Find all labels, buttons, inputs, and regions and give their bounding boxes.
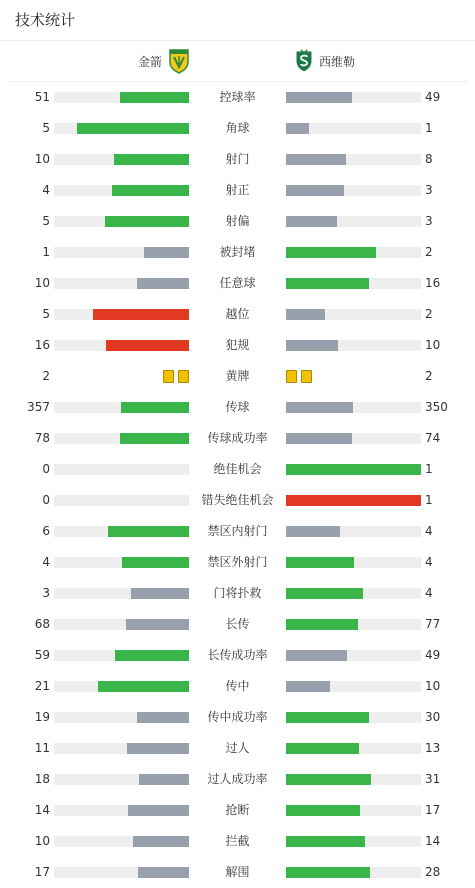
- yellow-card-icon: [163, 370, 174, 383]
- home-stat-bar: [54, 495, 189, 506]
- stat-label: 黄牌: [225, 369, 250, 383]
- away-stat-value: 1: [425, 462, 433, 476]
- home-stat-value: 19: [34, 710, 50, 724]
- away-stat-bar: [286, 495, 421, 506]
- stat-row: [0, 330, 475, 361]
- home-stat-bar-fill: [126, 619, 189, 630]
- stat-row: [0, 392, 475, 423]
- stat-label: 解围: [225, 865, 250, 879]
- stat-label: 过人成功率: [207, 772, 268, 786]
- stat-row: [0, 113, 475, 144]
- yellow-card-icon: [286, 370, 297, 383]
- away-stat-value: 1: [425, 493, 433, 507]
- stat-label: 射偏: [225, 214, 250, 228]
- home-stat-value: 1: [42, 245, 50, 259]
- home-stat-bar-fill: [106, 340, 189, 351]
- away-stat-bar-fill: [286, 836, 365, 847]
- home-stat-value: 5: [42, 307, 50, 321]
- home-stat-value: 6: [42, 524, 50, 538]
- away-stat-bar: [286, 588, 421, 599]
- title-divider: [0, 40, 475, 41]
- home-stat-bar-fill: [108, 526, 189, 537]
- home-stat-bar: [54, 185, 189, 196]
- away-stat-value: 10: [425, 679, 441, 693]
- home-stat-bar: [54, 433, 189, 444]
- home-stat-value: 4: [42, 183, 50, 197]
- home-team-name: 金箭: [138, 54, 163, 69]
- home-stat-value: 16: [34, 338, 50, 352]
- stat-row: [0, 237, 475, 268]
- stat-row: [0, 795, 475, 826]
- away-stat-bar-fill: [286, 123, 309, 134]
- stat-label: 长传: [225, 617, 250, 631]
- home-stat-value: 17: [34, 865, 50, 879]
- away-stat-bar: [286, 557, 421, 568]
- away-stat-bar: [286, 619, 421, 630]
- home-stat-value: 10: [34, 276, 50, 290]
- away-team[interactable]: [293, 46, 355, 76]
- away-stat-bar-fill: [286, 247, 376, 258]
- home-stat-bar-fill: [114, 154, 189, 165]
- home-stat-value: 0: [42, 493, 50, 507]
- away-stat-bar-fill: [286, 185, 344, 196]
- away-stat-value: 17: [425, 803, 441, 817]
- home-stat-bar-fill: [137, 278, 189, 289]
- stat-label: 禁区外射门: [207, 555, 268, 569]
- stat-row: [0, 485, 475, 516]
- away-stat-bar-fill: [286, 619, 358, 630]
- stat-label: 错失绝佳机会: [201, 493, 274, 507]
- stat-row: [0, 206, 475, 237]
- home-stat-value: 18: [34, 772, 50, 786]
- stat-row: [0, 82, 475, 113]
- stat-row: [0, 857, 475, 888]
- stat-label: 传中成功率: [207, 710, 268, 724]
- away-stat-value: 31: [425, 772, 441, 786]
- away-stat-bar-fill: [286, 712, 369, 723]
- away-stat-bar: [286, 247, 421, 258]
- away-team-name: 西维勒: [319, 54, 356, 69]
- away-stat-bar: [286, 650, 421, 661]
- away-stat-bar: [286, 216, 421, 227]
- away-stat-bar-fill: [286, 588, 363, 599]
- away-stat-value: 28: [425, 865, 441, 879]
- away-stat-value: 4: [425, 586, 433, 600]
- away-stat-value: 2: [425, 307, 433, 321]
- stat-label: 被封堵: [219, 245, 256, 259]
- home-stat-bar-fill: [139, 774, 189, 785]
- home-stat-bar: [54, 278, 189, 289]
- home-stat-value: 78: [34, 431, 50, 445]
- away-stat-value: 3: [425, 214, 433, 228]
- home-stat-bar-fill: [93, 309, 189, 320]
- home-stat-bar-fill: [98, 681, 189, 692]
- home-stat-value: 11: [34, 741, 50, 755]
- away-stat-bar-fill: [286, 92, 352, 103]
- stat-label: 长传成功率: [207, 648, 268, 662]
- home-stat-bar: [54, 805, 189, 816]
- away-stat-bar-fill: [286, 805, 360, 816]
- home-stat-value: 357: [27, 400, 50, 414]
- page-title: 技术统计: [15, 11, 76, 29]
- away-stat-bar-fill: [286, 216, 337, 227]
- golden-arrows-crest-icon: [168, 48, 190, 74]
- away-stat-bar-fill: [286, 340, 338, 351]
- home-stat-value: 21: [34, 679, 50, 693]
- stat-label: 传球成功率: [207, 431, 268, 445]
- stats-list: [0, 82, 475, 888]
- stat-label: 抢断: [225, 803, 250, 817]
- home-stat-bar: [54, 123, 189, 134]
- away-stat-bar: [286, 433, 421, 444]
- away-stat-bar-fill: [286, 650, 347, 661]
- away-stat-bar: [286, 309, 421, 320]
- stat-label: 绝佳机会: [213, 462, 262, 476]
- stat-row: [0, 609, 475, 640]
- away-stat-value: 2: [425, 369, 433, 383]
- stat-label: 越位: [225, 307, 250, 321]
- away-stat-bar: [286, 154, 421, 165]
- home-stat-value: 68: [34, 617, 50, 631]
- home-stat-bar: [54, 774, 189, 785]
- home-stat-value: 5: [42, 214, 50, 228]
- home-stat-bar: [54, 402, 189, 413]
- home-stat-bar: [54, 650, 189, 661]
- away-stat-value: 49: [425, 90, 441, 104]
- home-stat-bar-fill: [131, 588, 189, 599]
- home-stat-bar: [54, 247, 189, 258]
- stat-row: [0, 268, 475, 299]
- stat-label: 犯规: [225, 338, 250, 352]
- stat-row: [0, 764, 475, 795]
- home-stat-value: 5: [42, 121, 50, 135]
- yellow-card-icon: [301, 370, 312, 383]
- yellow-card-icon: [178, 370, 189, 383]
- away-stat-bar: [286, 402, 421, 413]
- away-stat-value: 74: [425, 431, 441, 445]
- home-stat-bar-fill: [128, 805, 189, 816]
- stat-label: 射门: [225, 152, 250, 166]
- home-stat-bar-fill: [77, 123, 189, 134]
- home-stat-bar-fill: [120, 433, 189, 444]
- home-stat-bar: [54, 340, 189, 351]
- away-stat-bar-fill: [286, 278, 369, 289]
- away-stat-bar-fill: [286, 464, 421, 475]
- stat-row: [0, 578, 475, 609]
- away-stat-bar-fill: [286, 774, 371, 785]
- home-stat-bar-fill: [138, 867, 189, 878]
- stat-row: [0, 826, 475, 857]
- stat-row: [0, 733, 475, 764]
- away-stat-bar: [286, 526, 421, 537]
- home-stat-bar: [54, 619, 189, 630]
- away-stat-value: 77: [425, 617, 441, 631]
- stat-row: [0, 175, 475, 206]
- home-stat-value: 14: [34, 803, 50, 817]
- home-stat-bar: [54, 867, 189, 878]
- home-stat-value: 2: [42, 369, 50, 383]
- away-stat-bar-fill: [286, 402, 353, 413]
- home-stat-bar-fill: [120, 92, 189, 103]
- stat-row: [0, 454, 475, 485]
- stat-label: 传中: [225, 679, 250, 693]
- away-stat-bar: [286, 464, 421, 475]
- stat-row: [0, 299, 475, 330]
- away-stat-value: 1: [425, 121, 433, 135]
- away-stat-bar: [286, 805, 421, 816]
- away-stat-bar-fill: [286, 526, 340, 537]
- home-stat-bar: [54, 309, 189, 320]
- home-stat-bar-fill: [127, 743, 189, 754]
- stellenbosch-crest-icon: [293, 48, 315, 74]
- away-stat-value: 350: [425, 400, 448, 414]
- stat-label: 门将扑救: [213, 586, 262, 600]
- away-stat-bar: [286, 92, 421, 103]
- away-stat-value: 16: [425, 276, 441, 290]
- home-stat-bar-fill: [144, 247, 189, 258]
- away-stat-bar: [286, 743, 421, 754]
- away-stat-bar-fill: [286, 309, 325, 320]
- home-stat-value: 51: [34, 90, 50, 104]
- away-stat-value: 3: [425, 183, 433, 197]
- stat-label: 禁区内射门: [207, 524, 268, 538]
- stat-row: [0, 516, 475, 547]
- home-stat-value: 4: [42, 555, 50, 569]
- away-stat-value: 30: [425, 710, 441, 724]
- home-stat-bar: [54, 526, 189, 537]
- away-stat-value: 4: [425, 555, 433, 569]
- stat-row: [0, 671, 475, 702]
- home-stat-bar-fill: [105, 216, 189, 227]
- home-stat-bar-fill: [115, 650, 189, 661]
- stat-label: 过人: [225, 741, 250, 755]
- home-stat-bar: [54, 216, 189, 227]
- away-stat-value: 13: [425, 741, 441, 755]
- home-stat-bar: [54, 836, 189, 847]
- home-stat-bar-fill: [133, 836, 189, 847]
- away-stat-value: 10: [425, 338, 441, 352]
- away-stat-value: 8: [425, 152, 433, 166]
- home-yellow-cards: [163, 370, 189, 383]
- away-stat-bar-fill: [286, 867, 370, 878]
- home-stat-bar: [54, 743, 189, 754]
- stat-label: 角球: [225, 121, 250, 135]
- away-stat-value: 4: [425, 524, 433, 538]
- stat-label: 传球: [225, 400, 250, 414]
- away-stat-bar: [286, 278, 421, 289]
- home-stat-value: 3: [42, 586, 50, 600]
- stat-row: [0, 702, 475, 733]
- home-stat-bar: [54, 681, 189, 692]
- away-stat-bar: [286, 340, 421, 351]
- away-stat-value: 49: [425, 648, 441, 662]
- home-stat-bar-fill: [137, 712, 189, 723]
- away-stat-bar-fill: [286, 495, 421, 506]
- home-stat-bar: [54, 92, 189, 103]
- home-stat-value: 10: [34, 834, 50, 848]
- home-stat-bar: [54, 464, 189, 475]
- home-stat-value: 10: [34, 152, 50, 166]
- stat-row: [0, 361, 475, 392]
- away-stat-bar-fill: [286, 154, 346, 165]
- home-stat-bar: [54, 154, 189, 165]
- away-stat-value: 14: [425, 834, 441, 848]
- stat-row: [0, 640, 475, 671]
- home-stat-value: 0: [42, 462, 50, 476]
- stat-row: [0, 547, 475, 578]
- home-stat-bar-fill: [121, 402, 189, 413]
- away-stat-bar-fill: [286, 681, 330, 692]
- away-stat-bar-fill: [286, 743, 359, 754]
- home-stat-bar-fill: [112, 185, 189, 196]
- stat-label: 拦截: [225, 834, 250, 848]
- stat-label: 任意球: [219, 276, 256, 290]
- away-stat-bar: [286, 774, 421, 785]
- home-stat-bar-fill: [122, 557, 190, 568]
- away-stat-bar: [286, 867, 421, 878]
- home-stat-bar: [54, 712, 189, 723]
- stat-label: 射正: [225, 183, 250, 197]
- away-stat-value: 2: [425, 245, 433, 259]
- away-stat-bar: [286, 836, 421, 847]
- away-stat-bar: [286, 681, 421, 692]
- away-yellow-cards: [286, 370, 312, 383]
- away-stat-bar: [286, 185, 421, 196]
- home-stat-value: 59: [34, 648, 50, 662]
- stat-row: [0, 144, 475, 175]
- away-stat-bar-fill: [286, 433, 352, 444]
- away-stat-bar: [286, 123, 421, 134]
- home-stat-bar: [54, 588, 189, 599]
- stat-row: [0, 423, 475, 454]
- home-team[interactable]: [138, 46, 190, 76]
- away-stat-bar-fill: [286, 557, 354, 568]
- teams-header: [0, 46, 475, 76]
- away-stat-bar: [286, 712, 421, 723]
- home-stat-bar: [54, 557, 189, 568]
- stat-label: 控球率: [219, 90, 256, 104]
